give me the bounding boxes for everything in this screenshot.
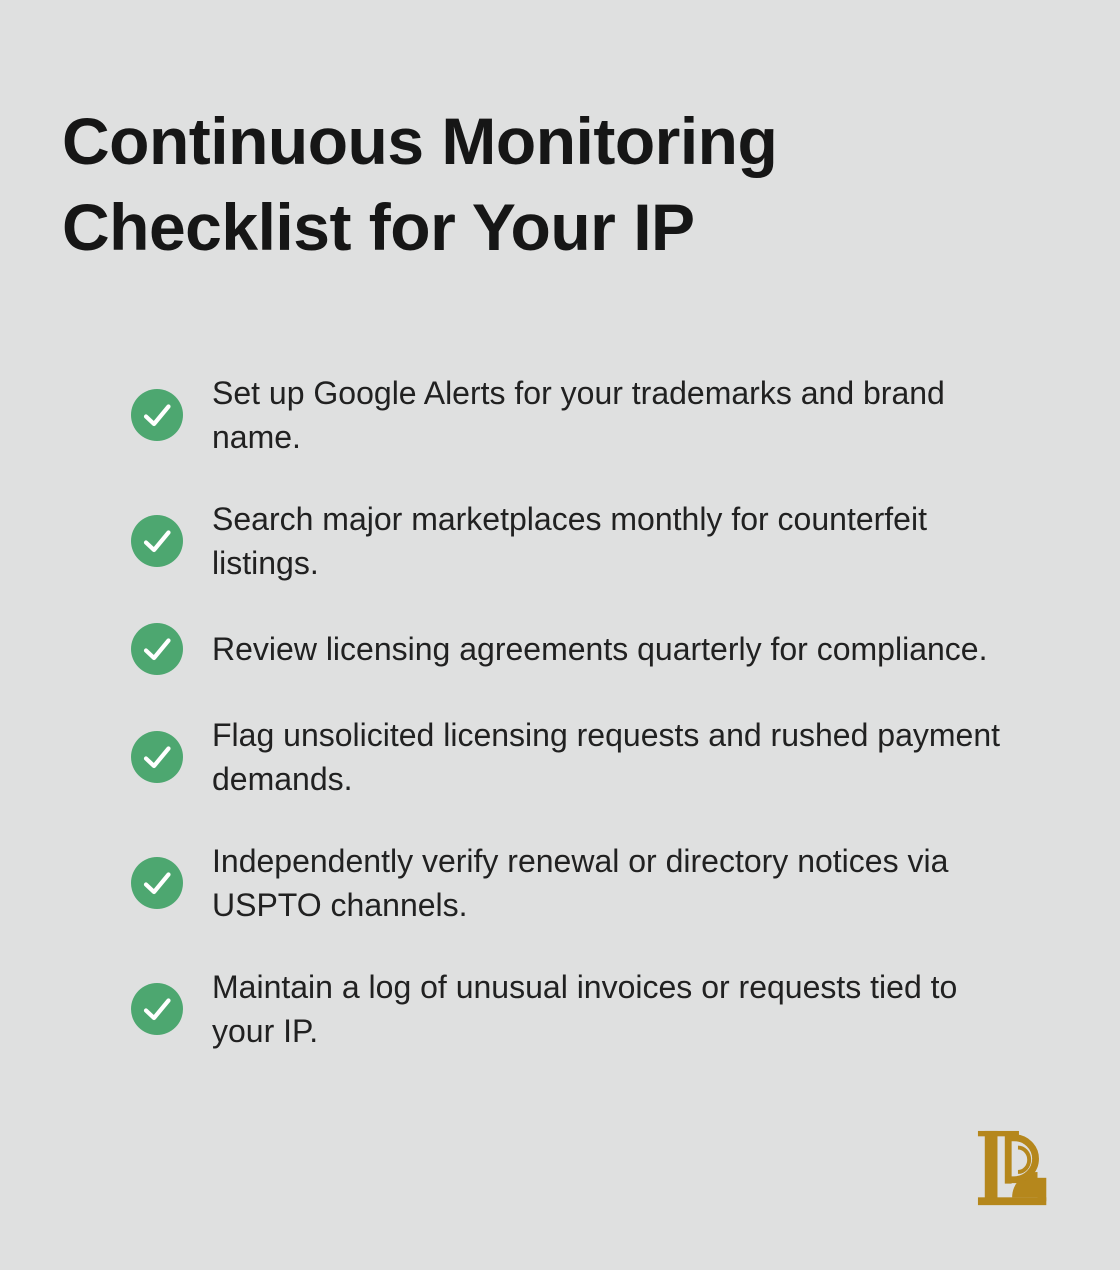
checklist-item-text: Maintain a log of unusual invoices or requests tied to your IP. (212, 969, 958, 1049)
checklist-item-text: Flag unsolicited licensing requests and rushed payment demands. (212, 717, 1001, 797)
checklist-item (131, 371, 1120, 459)
check-circle-icon (131, 857, 183, 909)
check-circle-icon (131, 731, 183, 783)
check-circle-icon (131, 515, 183, 567)
checklist-item-text: Independently verify renewal or directory notices via USPTO channels. (212, 843, 949, 923)
checklist-item (131, 965, 1120, 1053)
check-circle-icon (131, 983, 183, 1035)
checklist-item-text: Review licensing agreements quarterly for compliance. (212, 631, 988, 667)
checklist-item (131, 623, 1120, 675)
check-circle-icon (131, 623, 183, 675)
checklist (131, 371, 1120, 1053)
checklist-item (131, 839, 1120, 927)
checklist-item-text: Search major marketplaces monthly for counterfeit listings. (212, 501, 927, 581)
lp-monogram-logo-icon (976, 1128, 1058, 1212)
checklist-item-text: Set up Google Alerts for your trademarks and brand name. (212, 375, 945, 455)
checklist-item (131, 713, 1120, 801)
page-title: Continuous Monitoring Checklist for Your IP (62, 104, 778, 264)
checklist-item (131, 497, 1120, 585)
check-circle-icon (131, 389, 183, 441)
